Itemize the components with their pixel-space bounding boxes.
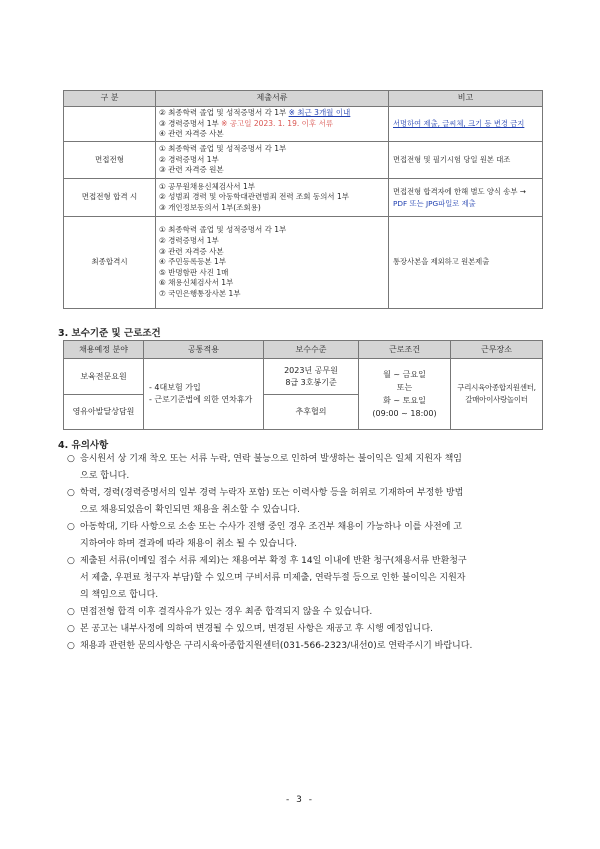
- note-line: 본 공고는 내부사정에 의하여 변경될 수 있으며, 변경된 사항은 재공고 후 시행 예정입니다.: [80, 624, 434, 634]
- note-line: 으로 합니다.: [80, 471, 130, 481]
- note-line: 제출된 서류(이메일 접수 서류 제외)는 채용여부 확정 후 14일 이내에 반환 청구(채용서류 반환청구: [80, 556, 467, 566]
- pay-line: 2023년 공무원: [284, 365, 338, 375]
- row-remark: 서명하여 제출, 글씨체, 크기 등 변경 금지: [389, 107, 543, 142]
- row-documents: [156, 107, 389, 142]
- row-documents: [156, 179, 389, 217]
- doc-line: ④ 관련 자격증 사본: [159, 129, 224, 139]
- work-line: 월 ~ 금요일: [383, 370, 426, 379]
- section-4-title: 4. 유의사항: [58, 440, 109, 451]
- notes-list-cont: [67, 621, 562, 661]
- bullet-icon: ○: [67, 624, 75, 634]
- work-conditions: [359, 359, 451, 430]
- documents-table: [63, 90, 543, 309]
- pay-conditions-table: [63, 340, 543, 430]
- header-remarks: 비고: [389, 91, 543, 107]
- doc-line: ⑥ 채용신체검사서 1부: [159, 278, 234, 288]
- list-item: [67, 451, 562, 485]
- remark-text: 면접전형 합격자에 한해 별도 양식 송부 →: [393, 186, 526, 196]
- note-line: 응시원서 상 기재 착오 또는 서류 누락, 연락 불능으로 인하여 발생하는 불이익은 일체 지원자 책임: [80, 454, 462, 464]
- row-category: 면접전형 합격 시: [64, 179, 156, 217]
- bullet-icon: ○: [67, 641, 75, 651]
- pay-level: [264, 359, 359, 395]
- common-conditions: [144, 359, 264, 430]
- doc-line: ⑦ 국민은행통장사본 1부: [159, 288, 241, 298]
- list-item: [67, 638, 562, 655]
- doc-line: ① 최종학력 졸업 및 성적증명서 각 1부: [159, 144, 287, 154]
- note-line: 지하여야 하며 결과에 따라 채용이 취소 될 수 있습니다.: [80, 539, 298, 549]
- list-item: [67, 485, 562, 519]
- place-line: 구리시육아종합지원센터,: [457, 383, 536, 392]
- note-line: 으로 채용되었음이 확인되면 채용을 취소할 수 있습니다.: [80, 505, 300, 515]
- header-category: 구 분: [64, 91, 156, 107]
- note-line: 아동학대, 기타 사항으로 소송 또는 수사가 진행 중인 경우 조건부 채용이 가능하나 이를 사전에 고: [80, 522, 462, 532]
- pay-line: 8급 3호봉기준: [285, 377, 337, 387]
- doc-line: ② 경력증명서 1부: [159, 236, 219, 246]
- doc-line: ③ 개인정보동의서 1부(조회용): [159, 202, 261, 212]
- doc-line: ② 경력증명서 1부: [159, 154, 219, 164]
- row-category: [64, 107, 156, 142]
- doc-note-highlight: ※ 최근 3개월 이내: [288, 108, 351, 118]
- header-work: 근로조건: [359, 341, 451, 359]
- work-line: 또는: [396, 383, 413, 392]
- row-documents: [156, 217, 389, 309]
- bullet-icon: ○: [67, 556, 75, 566]
- bullet-icon: ○: [67, 488, 75, 498]
- row-category: 최종합격시: [64, 217, 156, 309]
- table-row: [64, 142, 543, 179]
- header-place: 근무장소: [451, 341, 543, 359]
- bullet-icon: ○: [67, 607, 75, 617]
- doc-line: ③ 관련 자격증 원본: [159, 165, 224, 175]
- remark-highlight: PDF 또는 JPG파일로 제출: [393, 198, 476, 208]
- note-line: 서 제출, 우편료 청구자 부담)할 수 있으며 구비서류 미제출, 연락두절 등으로 인한 불이익은 지원자: [80, 573, 466, 583]
- common-line: - 근로기준법에 의한 연차휴가: [149, 395, 253, 404]
- doc-line: ③ 관련 자격증 사본: [159, 246, 224, 256]
- list-item: [67, 621, 562, 638]
- work-line: (09:00 ~ 18:00): [372, 409, 437, 418]
- table-row: [64, 217, 543, 309]
- documents-header-row: [64, 91, 543, 107]
- table-row: [64, 107, 543, 142]
- section-3-title: 3. 보수기준 및 근로조건: [58, 328, 161, 339]
- list-item: [67, 519, 562, 553]
- doc-note-date: ※ 공고일 2023. 1. 19. 이후 서류: [221, 118, 333, 128]
- doc-line: ① 최종학력 졸업 및 성적증명서 각 1부: [159, 225, 287, 235]
- note-line: 의 책임으로 합니다.: [80, 590, 159, 600]
- place-line: 갈매아이사랑놀이터: [465, 395, 528, 404]
- header-pay: 보수수준: [264, 341, 359, 359]
- common-line: - 4대보험 가입: [149, 383, 201, 392]
- note-line: 학력, 경력(경력증명서의 일부 경력 누락자 포함) 또는 이력사항 등을 허위로 기재하여 부정한 방법: [80, 488, 464, 498]
- doc-line: ① 공무원채용신체검사서 1부: [159, 181, 255, 191]
- row-category: 면접전형: [64, 142, 156, 179]
- header-documents: 제출서류: [156, 91, 389, 107]
- list-item: [67, 553, 562, 604]
- list-item: [67, 604, 562, 621]
- row-remark: 통장사본을 제외하고 원본제출: [389, 217, 543, 309]
- table-row: [64, 179, 543, 217]
- pay-header-row: [64, 341, 543, 359]
- row-documents: [156, 142, 389, 179]
- bullet-icon: ○: [67, 454, 75, 464]
- doc-line: ③ 경력증명서 1부: [159, 118, 222, 128]
- field-name: 영유아발달상담원: [64, 395, 144, 430]
- page-number: - 3 -: [286, 795, 314, 805]
- doc-line: ② 최종학력 졸업 및 성적증명서 각 1부: [159, 108, 289, 118]
- note-line: 채용과 관련한 문의사항은 구리시육아종합지원센터(031-566-2323/내선0)로 연락주시기 바랍니다.: [80, 641, 473, 651]
- pay-level: 추후협의: [264, 395, 359, 430]
- doc-line: ④ 주민등록등본 1부: [159, 257, 226, 267]
- header-field: 채용예정 분야: [64, 341, 144, 359]
- header-common: 공통적용: [144, 341, 264, 359]
- doc-line: ② 성범죄 경력 및 아동학대관련범죄 전력 조회 동의서 1부: [159, 192, 349, 202]
- field-name: 보육전문요원: [64, 359, 144, 395]
- bullet-icon: ○: [67, 522, 75, 532]
- notes-list: [67, 451, 562, 631]
- row-remark: [389, 179, 543, 217]
- row-remark: 면접전형 및 필기시험 당일 원본 대조: [389, 142, 543, 179]
- doc-line: ⑤ 반명함판 사진 1매: [159, 267, 229, 277]
- note-line: 면접전형 합격 이후 결격사유가 있는 경우 최종 합격되지 않을 수 있습니다.: [80, 607, 373, 617]
- work-place: [451, 359, 543, 430]
- work-line: 화 ~ 토요일: [383, 396, 426, 405]
- table-row: [64, 359, 543, 395]
